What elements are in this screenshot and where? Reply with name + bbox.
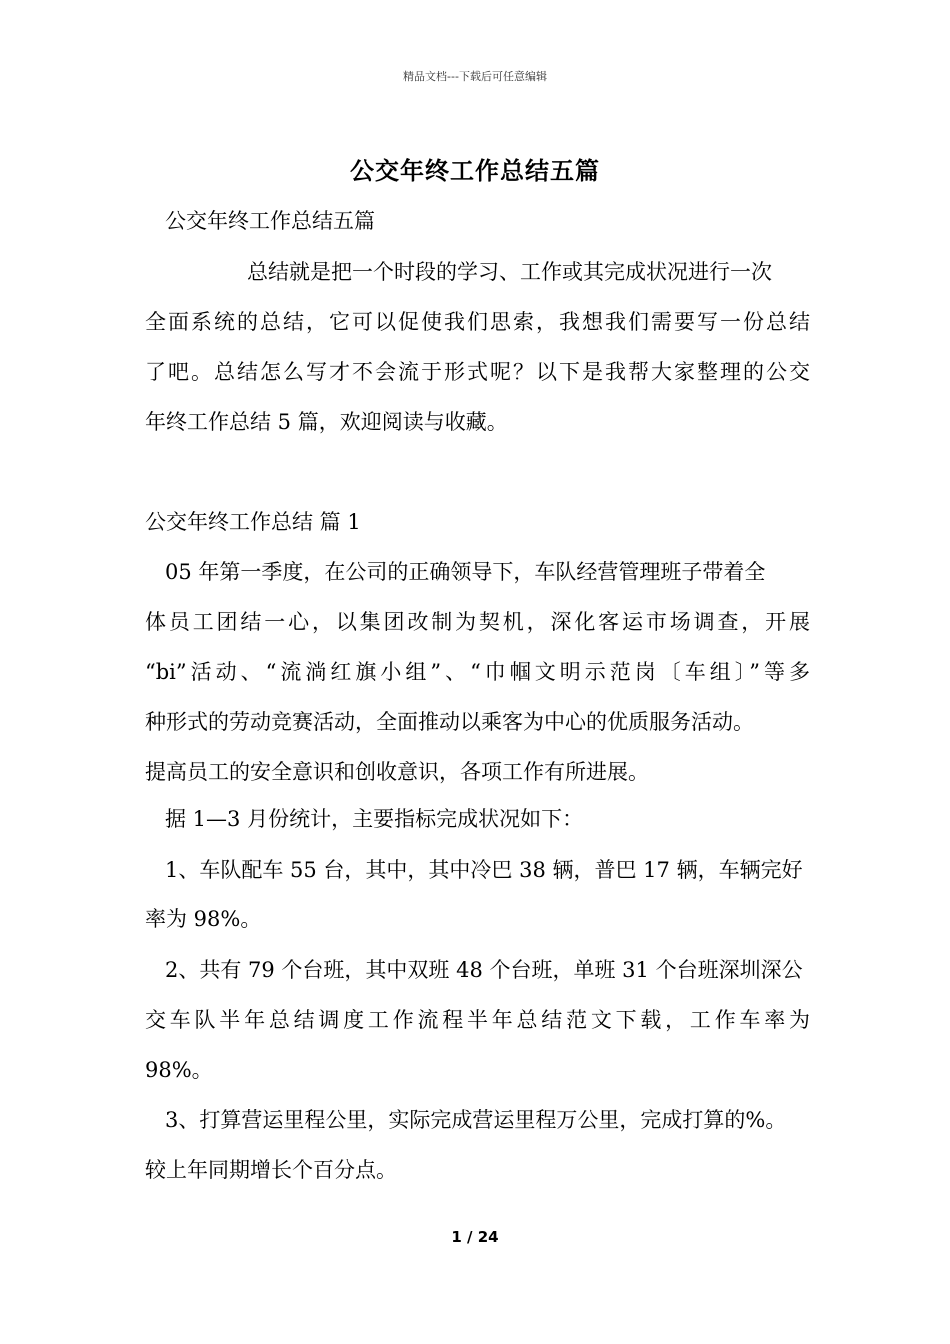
paragraph-line: 体员工团结一心，以集团改制为契机，深化客运市场调查，开展 [145, 610, 810, 634]
paragraph-line: 种形式的劳动竞赛活动，全面推动以乘客为中心的优质服务活动。 [145, 710, 754, 734]
paragraph-line: 提高员工的安全意识和创收意识，各项工作有所进展。 [145, 760, 649, 784]
paragraph-line: 98%。 [145, 1058, 213, 1082]
paragraph-line: 年终工作总结 5 篇，欢迎阅读与收藏。 [145, 410, 508, 434]
paragraph-line: 了吧。总结怎么写才不会流于形式呢？以下是我帮大家整理的公交 [145, 360, 810, 384]
section-heading: 公交年终工作总结 篇 1 [145, 510, 361, 534]
paragraph-line: 总结就是把一个时段的学习、工作或其完成状况进行一次 [247, 260, 772, 284]
paragraph-line: 全面系统的总结，它可以促使我们思索，我想我们需要写一份总结 [145, 310, 810, 334]
page-number: 1 / 24 [451, 1228, 499, 1246]
paragraph-line: 率为 98%。 [145, 907, 262, 931]
paragraph-line: 2、共有 79 个台班，其中双班 48 个台班，单班 31 个台班深圳深公 [165, 958, 803, 982]
paragraph-line: 据 1—3 月份统计，主要指标完成状况如下： [165, 807, 584, 831]
subtitle-line: 公交年终工作总结五篇 [165, 209, 375, 233]
header-note: 精品文档---下载后可任意编辑 [403, 70, 547, 83]
document-title: 公交年终工作总结五篇 [350, 156, 600, 185]
paragraph-line: “bi”活动、“流淌红旗小组”、“巾帼文明示范岗〔车组〕”等多 [145, 660, 810, 684]
paragraph-line: 05 年第一季度，在公司的正确领导下，车队经营管理班子带着全 [165, 560, 766, 584]
paragraph-line: 1、车队配车 55 台，其中，其中冷巴 38 辆，普巴 17 辆，车辆完好 [165, 858, 803, 882]
paragraph-line: 交车队半年总结调度工作流程半年总结范文下载，工作车率为 [145, 1008, 810, 1032]
paragraph-line: 3、打算营运里程公里，实际完成营运里程万公里，完成打算的%。 [165, 1108, 787, 1132]
paragraph-line: 较上年同期增长个百分点。 [145, 1158, 397, 1182]
